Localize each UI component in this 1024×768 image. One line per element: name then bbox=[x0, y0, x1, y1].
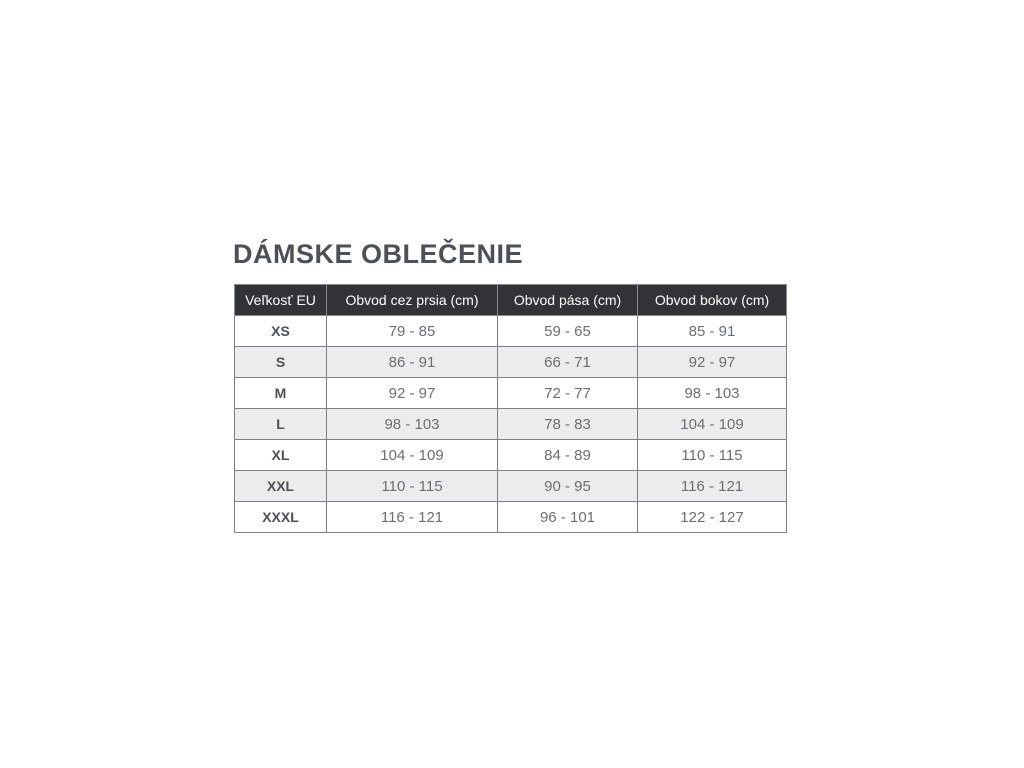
hips-cell: 122 - 127 bbox=[638, 502, 787, 533]
table-row-xxl bbox=[235, 471, 787, 502]
waist-cell: 96 - 101 bbox=[498, 502, 638, 533]
size-cell: XXL bbox=[235, 471, 327, 502]
table-row-xs bbox=[235, 316, 787, 347]
page-title: DÁMSKE OBLEČENIE bbox=[233, 239, 524, 269]
waist-cell: 72 - 77 bbox=[498, 378, 638, 409]
column-header-chest: Obvod cez prsia (cm) bbox=[327, 285, 498, 316]
column-header-waist: Obvod pása (cm) bbox=[498, 285, 638, 316]
size-table-header bbox=[235, 285, 787, 316]
table-row-xl bbox=[235, 440, 787, 471]
waist-cell: 66 - 71 bbox=[498, 347, 638, 378]
waist-cell: 90 - 95 bbox=[498, 471, 638, 502]
size-cell: L bbox=[235, 409, 327, 440]
hips-cell: 92 - 97 bbox=[638, 347, 787, 378]
size-cell: XL bbox=[235, 440, 327, 471]
chest-cell: 86 - 91 bbox=[327, 347, 498, 378]
table-row-s bbox=[235, 347, 787, 378]
size-cell: XXXL bbox=[235, 502, 327, 533]
chest-cell: 104 - 109 bbox=[327, 440, 498, 471]
column-header-hips: Obvod bokov (cm) bbox=[638, 285, 787, 316]
chest-cell: 98 - 103 bbox=[327, 409, 498, 440]
waist-cell: 78 - 83 bbox=[498, 409, 638, 440]
chest-cell: 92 - 97 bbox=[327, 378, 498, 409]
chest-cell: 79 - 85 bbox=[327, 316, 498, 347]
chest-cell: 110 - 115 bbox=[327, 471, 498, 502]
chest-cell: 116 - 121 bbox=[327, 502, 498, 533]
waist-cell: 59 - 65 bbox=[498, 316, 638, 347]
waist-cell: 84 - 89 bbox=[498, 440, 638, 471]
hips-cell: 104 - 109 bbox=[638, 409, 787, 440]
table-row-xxxl bbox=[235, 502, 787, 533]
header-row bbox=[235, 285, 787, 316]
size-cell: S bbox=[235, 347, 327, 378]
hips-cell: 116 - 121 bbox=[638, 471, 787, 502]
table-row-l bbox=[235, 409, 787, 440]
table-row-m bbox=[235, 378, 787, 409]
hips-cell: 85 - 91 bbox=[638, 316, 787, 347]
size-table bbox=[234, 284, 787, 533]
column-header-size: Veľkosť EU bbox=[235, 285, 327, 316]
hips-cell: 110 - 115 bbox=[638, 440, 787, 471]
size-cell: XS bbox=[235, 316, 327, 347]
size-cell: M bbox=[235, 378, 327, 409]
size-table-body bbox=[235, 316, 787, 533]
hips-cell: 98 - 103 bbox=[638, 378, 787, 409]
